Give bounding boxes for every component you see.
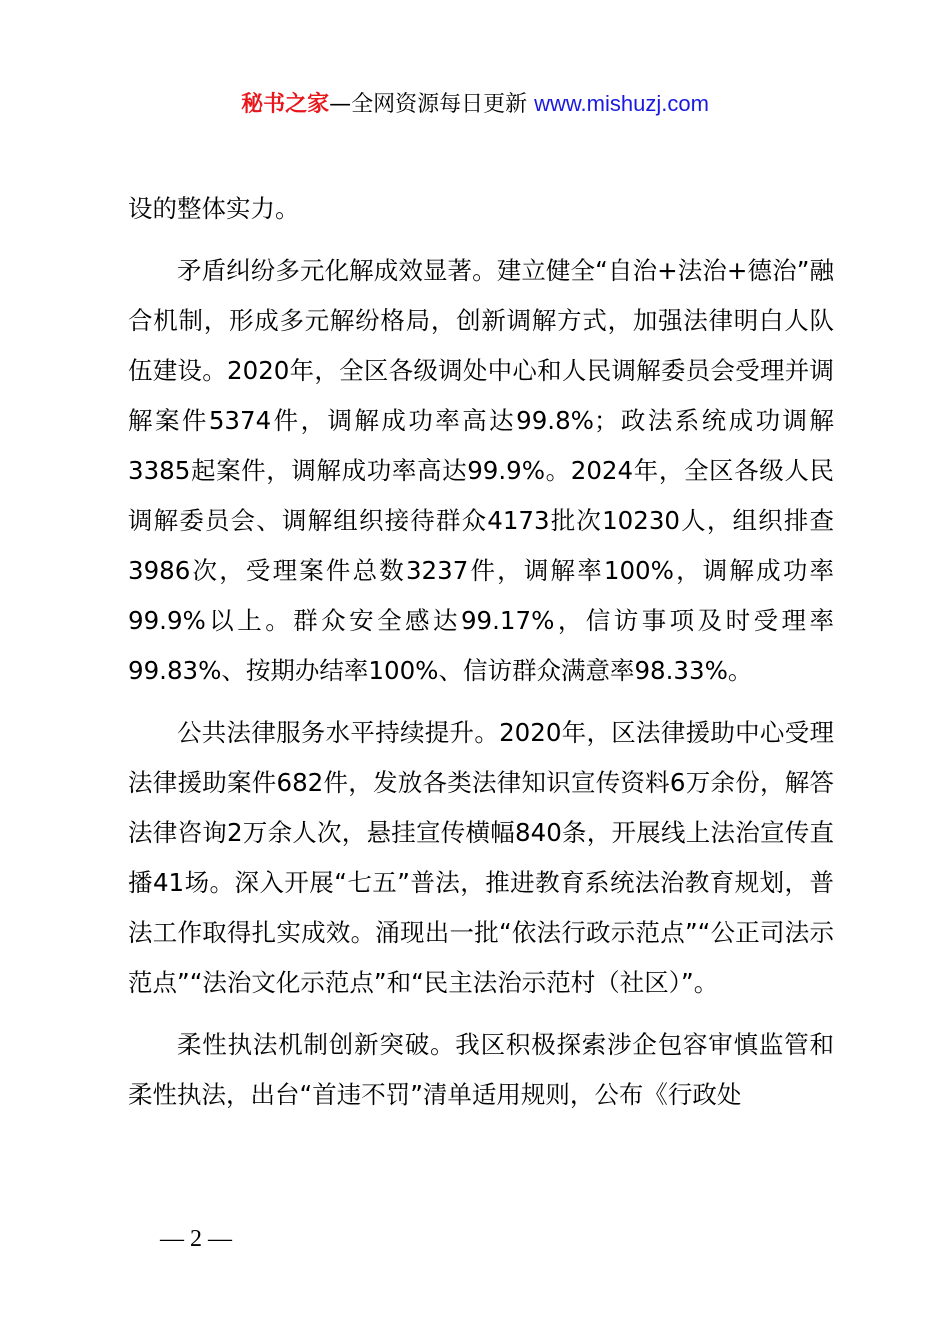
paragraph-flexible-enforcement: 柔性执法机制创新突破。我区积极探索涉企包容审慎监管和柔性执法，出台“首违不罚”清单适用规则，公布《行政处 (128, 1030, 834, 1109)
header-brand: 秘书之家 (241, 92, 330, 117)
page-header (0, 88, 950, 121)
paragraph-continuation: 设的整体实力。 (128, 194, 300, 223)
paragraph-legal-services: 公共法律服务水平持续提升。2020年，区法律援助中心受理法律援助案件682件，发放各类法律知识宣传资料6万余份，解答法律咨询2万余人次，悬挂宣传横幅840条，开展线上法治宣传直播41场。深入开展“七五”普法，推进教育系统法治教育规划，普法工作取得扎实成效。涌现出一批“依法行政示范点”“公正司法示范点”“法治文化示范点”和“民主法治示范村（社区）”。 (128, 718, 834, 997)
header-tagline: —全网资源每日更新 (329, 92, 528, 117)
document-body (128, 184, 834, 1120)
header-url-link[interactable]: www.mishuzj.com (534, 91, 709, 116)
page-number: — 2 — (160, 1226, 232, 1252)
paragraph-dispute-resolution: 矛盾纠纷多元化解成效显著。建立健全“自治+法治+德治”融合机制，形成多元解纷格局，创新调解方式，加强法律明白人队伍建设。2020年，全区各级调处中心和人民调解委员会受理并调解案件5374件，调解成功率高达99.8%；政法系统成功调解3385起案件，调解成功率高达99.9%。2024年，全区各级人民调解委员会、调解组织接待群众4173批次10230人，组织排查3986次，受理案件总数3237件，调解率100%，调解成功率99.9%以上。群众安全感达99.17%，信访事项及时受理率99.83%、按期办结率100%、信访群众满意率98.33%。 (128, 256, 834, 685)
